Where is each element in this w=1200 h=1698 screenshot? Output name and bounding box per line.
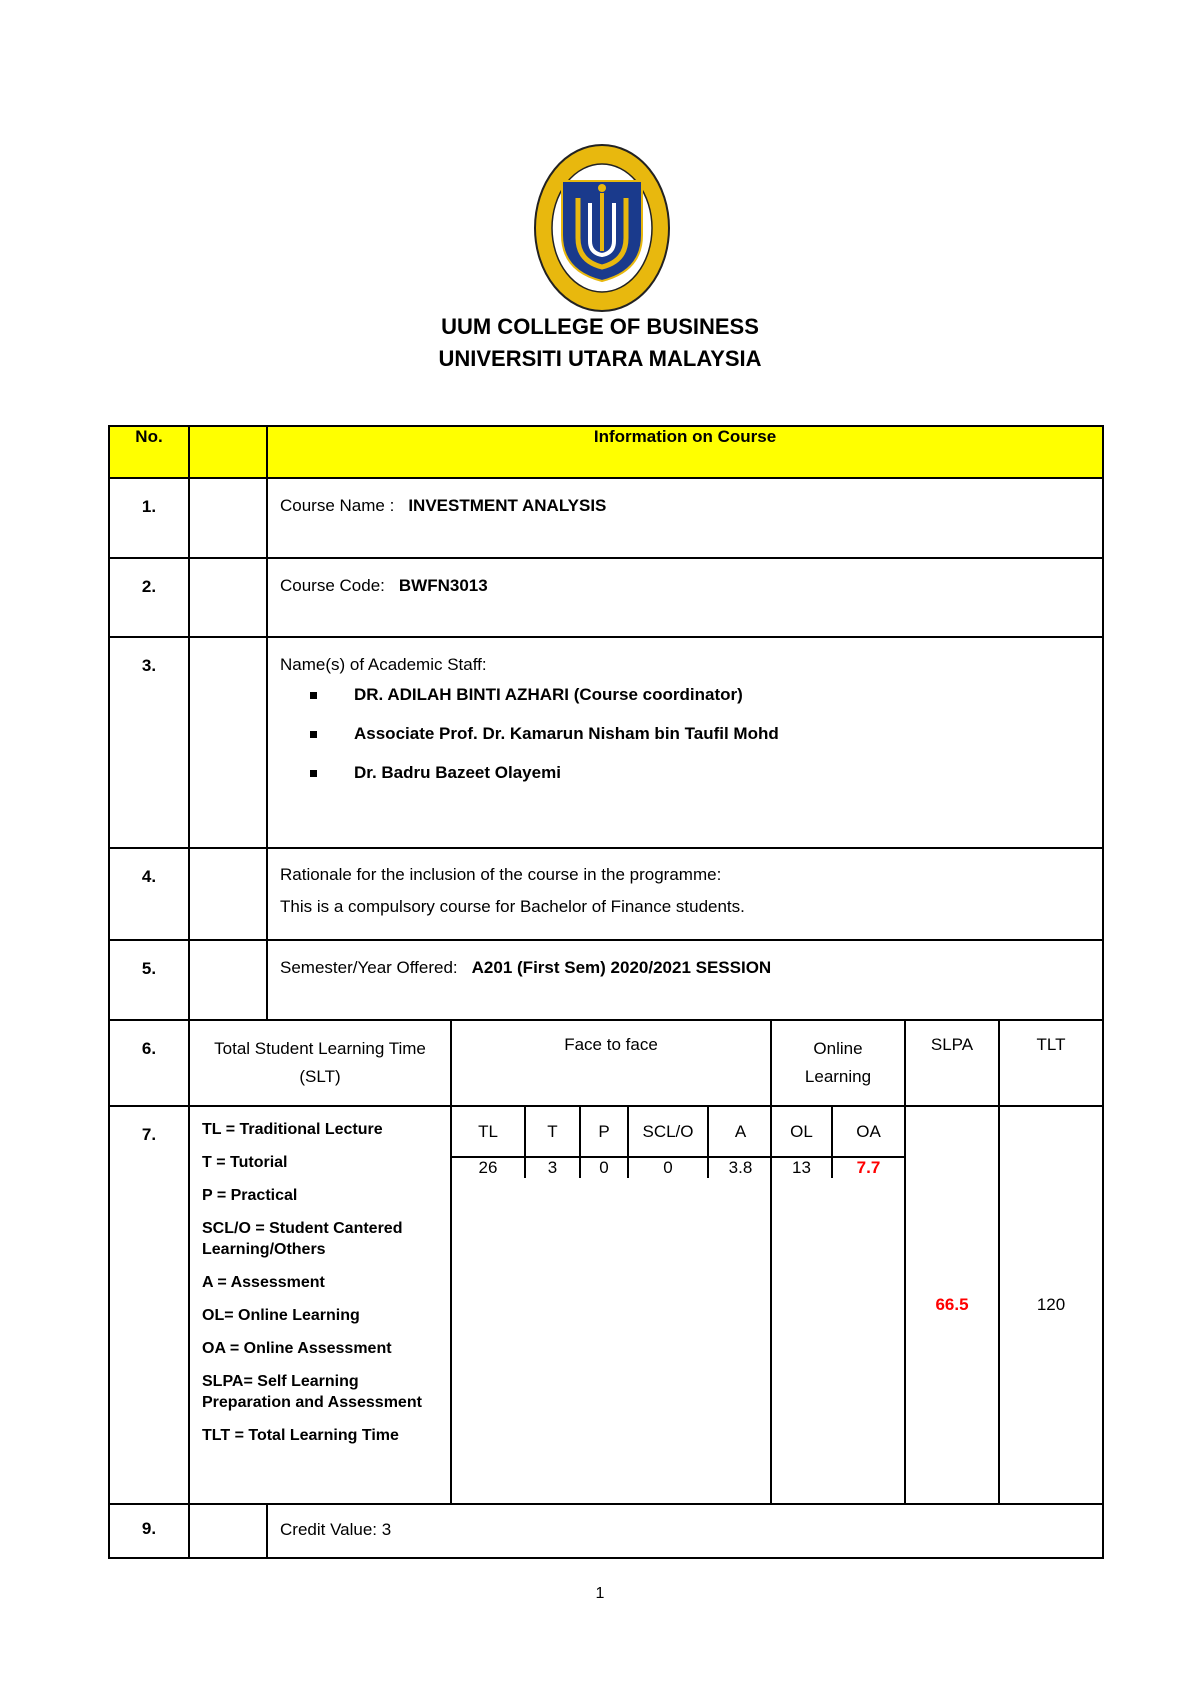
value-scl: 0 [628,1157,708,1178]
col-ol: OL [772,1107,832,1157]
staff-list [280,684,1090,784]
course-code-label: Course Code: [280,576,385,595]
course-name-value: INVESTMENT ANALYSIS [408,496,607,515]
bullet-icon [310,770,317,777]
course-name-label: Course Name : [280,496,395,515]
face-to-face-label: Face to face [451,1020,771,1106]
abbreviation-legend [189,1106,451,1504]
semester-label: Semester/Year Offered: [280,958,458,977]
table-row [109,940,1103,1020]
slt-label: Total Student Learning Time (SLT) [189,1020,451,1106]
table-row [109,478,1103,558]
header-no: No. [109,426,189,478]
online-learning-label: Online Learning [771,1020,905,1106]
rationale-value: This is a compulsory course for Bachelor of Finance students. [280,897,745,916]
value-oa: 7.7 [832,1157,904,1178]
value-slpa: 66.5 [905,1106,999,1504]
col-p: P [580,1107,628,1157]
university-logo [533,143,671,313]
face-to-face-table [452,1107,772,1178]
legend-item: P = Practical [202,1187,298,1204]
legend-item: SLPA= Self Learning Preparation and Assessment [202,1373,422,1411]
legend-item: TL = Traditional Lecture [202,1121,383,1138]
course-code-value: BWFN3013 [398,576,488,595]
value-tl: 26 [478,1158,498,1177]
slt-detail-row [109,1106,1103,1504]
list-item: Dr. Badru Bazeet Olayemi [310,762,1090,784]
online-table [772,1107,904,1178]
row-number: 4. [109,848,189,940]
col-oa: OA [832,1107,904,1157]
academic-staff-cell [267,637,1103,848]
row-number: 3. [109,637,189,848]
col-scl: SCL/O [628,1107,708,1157]
legend-item: OL= Online Learning [202,1307,360,1324]
col-a: A [708,1107,772,1157]
row-number: 1. [109,478,189,558]
college-title: UUM COLLEGE OF BUSINESS [441,314,759,339]
row-number: 9. [109,1504,189,1558]
credit-value: Credit Value: 3 [267,1504,1103,1558]
row-number: 5. [109,940,189,1020]
face-to-face-breakdown [451,1106,771,1504]
legend-item: TLT = Total Learning Time [202,1427,399,1444]
slt-header-row [109,1020,1103,1106]
row-number: 7. [109,1106,189,1504]
table-row [109,1504,1103,1558]
value-ol: 13 [792,1158,811,1177]
course-code-cell [267,558,1103,637]
course-name-cell [267,478,1103,558]
university-title: UNIVERSITI UTARA MALAYSIA [438,346,762,371]
value-a: 3.8 [708,1157,772,1178]
value-tlt: 120 [999,1106,1103,1504]
col-tl: TL [452,1107,525,1157]
list-item: Associate Prof. Dr. Kamarun Nisham bin Taufil Mohd [310,723,1090,745]
bullet-icon [310,692,317,699]
page-number: 1 [595,1585,605,1602]
header-blank [189,426,267,478]
legend-item: OA = Online Assessment [202,1340,392,1357]
slpa-label: SLPA [905,1020,999,1106]
value-t: 3 [525,1157,580,1178]
rationale-cell [267,848,1103,940]
semester-value: A201 (First Sem) 2020/2021 SESSION [471,958,772,977]
legend-item: A = Assessment [202,1274,325,1291]
rationale-label: Rationale for the inclusion of the course in the programme: [280,865,722,884]
table-row [109,558,1103,637]
academic-staff-label: Name(s) of Academic Staff: [280,655,487,674]
online-breakdown [771,1106,905,1504]
semester-cell [267,940,1103,1020]
tlt-label: TLT [999,1020,1103,1106]
bullet-icon [310,731,317,738]
col-t: T [525,1107,580,1157]
course-info-table [108,425,1104,1559]
table-row [109,848,1103,940]
row-number: 6. [109,1020,189,1106]
row-number: 2. [109,558,189,637]
legend-item: T = Tutorial [202,1154,288,1171]
table-header-row [109,426,1103,478]
legend-item: SCL/O = Student Cantered Learning/Others [202,1220,403,1258]
list-item: DR. ADILAH BINTI AZHARI (Course coordinator) [310,684,1090,706]
header-info: Information on Course [267,426,1103,478]
value-p: 0 [580,1157,628,1178]
table-row [109,637,1103,848]
